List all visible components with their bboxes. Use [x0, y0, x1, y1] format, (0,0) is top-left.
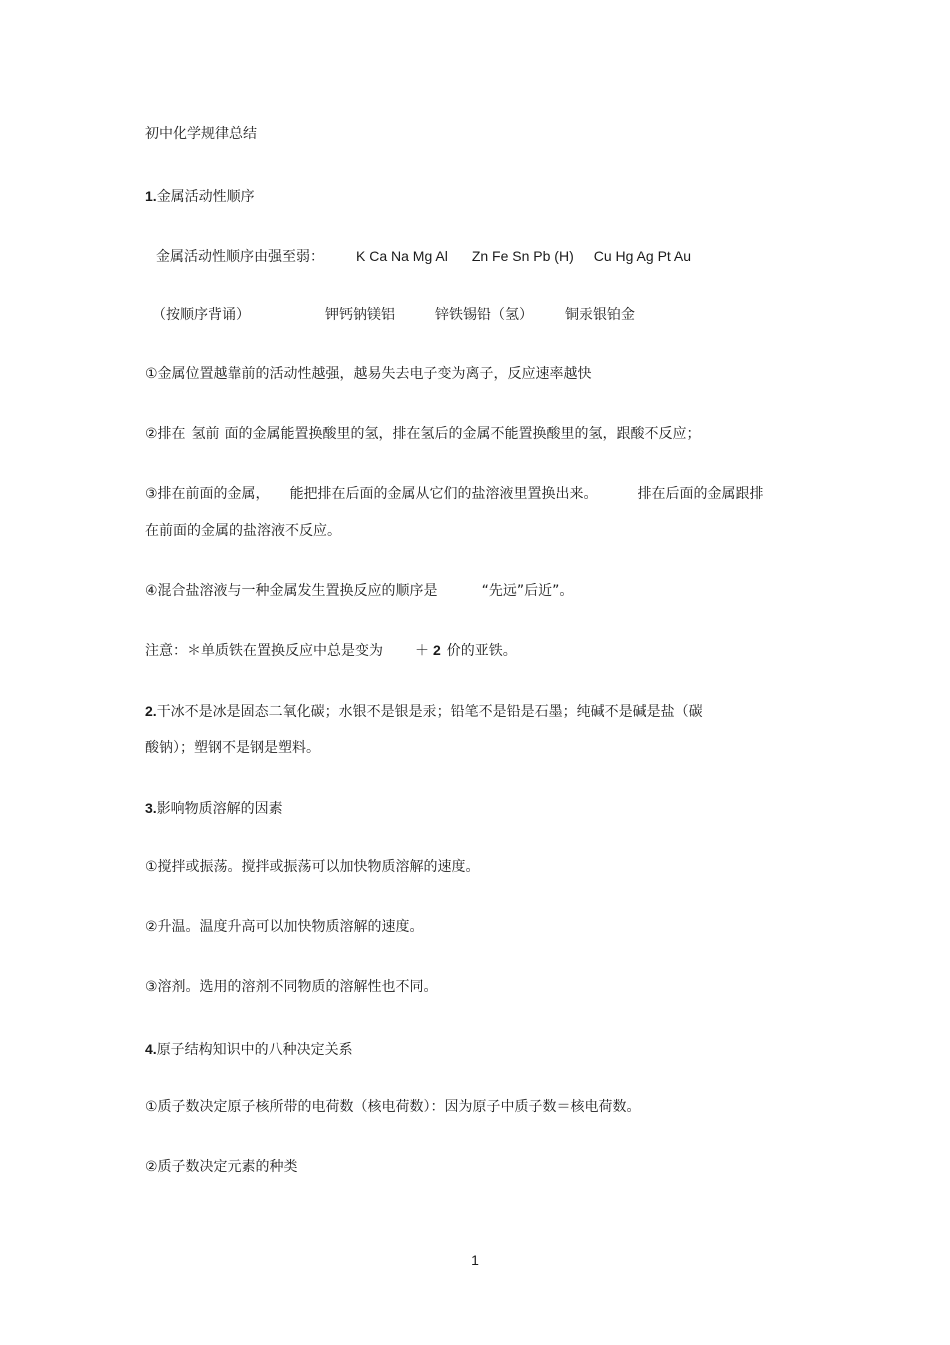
document-title: 初中化学规律总结 — [145, 126, 257, 142]
section-3-item-2: ②升温。温度升高可以加快物质溶解的速度。 — [145, 919, 424, 935]
section-2-line-2: 酸钠）；塑钢不是钢是塑料。 — [145, 740, 320, 756]
activity-order-label: 金属活动性顺序由强至弱： — [156, 249, 324, 265]
rule-3-line-1 — [145, 485, 764, 503]
note-plus: ＋ — [415, 643, 429, 659]
activity-order-group-2: Zn Fe Sn Pb (H) — [471, 248, 574, 264]
section-3-number: 3. — [145, 800, 157, 816]
section-4-item-1: ①质子数决定原子核所带的电荷数（核电荷数）：因为原子中质子数＝核电荷数。 — [145, 1099, 641, 1115]
section-1-title: 金属活动性顺序 — [156, 189, 255, 205]
section-4-number: 4. — [145, 1041, 157, 1057]
section-1-number: 1. — [145, 188, 157, 204]
note-line — [145, 641, 517, 660]
activity-order-group-3: Cu Hg Ag Pt Au — [593, 248, 692, 264]
rule-3-part-c: 排在后面的金属跟排 — [637, 486, 764, 502]
rule-2-part-c: 面的金属能置换酸里的氢，排在氢后的金属不能置换酸里的氢，跟酸不反应； — [224, 426, 701, 442]
note-valence: 2 — [433, 642, 441, 658]
section-3-item-1: ①搅拌或振荡。搅拌或振荡可以加快物质溶解的速度。 — [145, 859, 480, 875]
section-3-title: 影响物质溶解的因素 — [156, 801, 283, 817]
section-4-heading — [145, 1040, 353, 1059]
section-3-heading — [145, 799, 283, 818]
rule-4 — [145, 582, 573, 600]
mnemonic-group-2: 锌铁锡铅（氢） — [435, 307, 533, 323]
mnemonic-group-3: 铜汞银铂金 — [565, 307, 635, 323]
section-2-line-1 — [145, 702, 703, 721]
section-2-number: 2. — [145, 703, 157, 719]
mnemonic-line — [152, 306, 635, 324]
mnemonic-group-1: 钾钙钠镁铝 — [325, 307, 395, 323]
activity-order-group-1: K Ca Na Mg Al — [356, 248, 448, 264]
section-2-text-1: 干冰不是冰是固态二氧化碳；水银不是银是汞；铅笔不是铅是石墨；纯碱不是碱是盐（碳 — [156, 704, 703, 720]
section-3-item-3: ③溶剂。选用的溶剂不同物质的溶解性也不同。 — [145, 979, 438, 995]
note-part-a: 注意：＊单质铁在置换反应中总是变为 — [145, 643, 383, 659]
activity-order-line — [156, 247, 691, 266]
rule-3-line-2: 在前面的金属的盐溶液不反应。 — [145, 523, 341, 539]
rule-1: ①金属位置越靠前的活动性越强，越易失去电子变为离子，反应速率越快 — [145, 366, 592, 382]
rule-2 — [145, 425, 701, 443]
rule-3-part-a: ③排在前面的金属， — [145, 486, 270, 502]
section-1-heading — [145, 187, 255, 206]
section-4-title: 原子结构知识中的八种决定关系 — [156, 1042, 353, 1058]
section-4-item-2: ②质子数决定元素的种类 — [145, 1159, 298, 1175]
page-number: 1 — [471, 1252, 479, 1268]
rule-2-part-b: 氢前 — [191, 426, 220, 442]
rule-2-part-a: ②排在 — [145, 426, 186, 442]
rule-3-part-b: 能把排在后面的金属从它们的盐溶液里置换出来。 — [289, 486, 598, 502]
rule-4-part-a: ④混合盐溶液与一种金属发生置换反应的顺序是 — [145, 583, 438, 599]
rule-4-part-b: “先远”后近”。 — [481, 583, 574, 599]
mnemonic-label: （按顺序背诵） — [152, 307, 250, 323]
note-part-d: 价的亚铁。 — [446, 643, 517, 659]
